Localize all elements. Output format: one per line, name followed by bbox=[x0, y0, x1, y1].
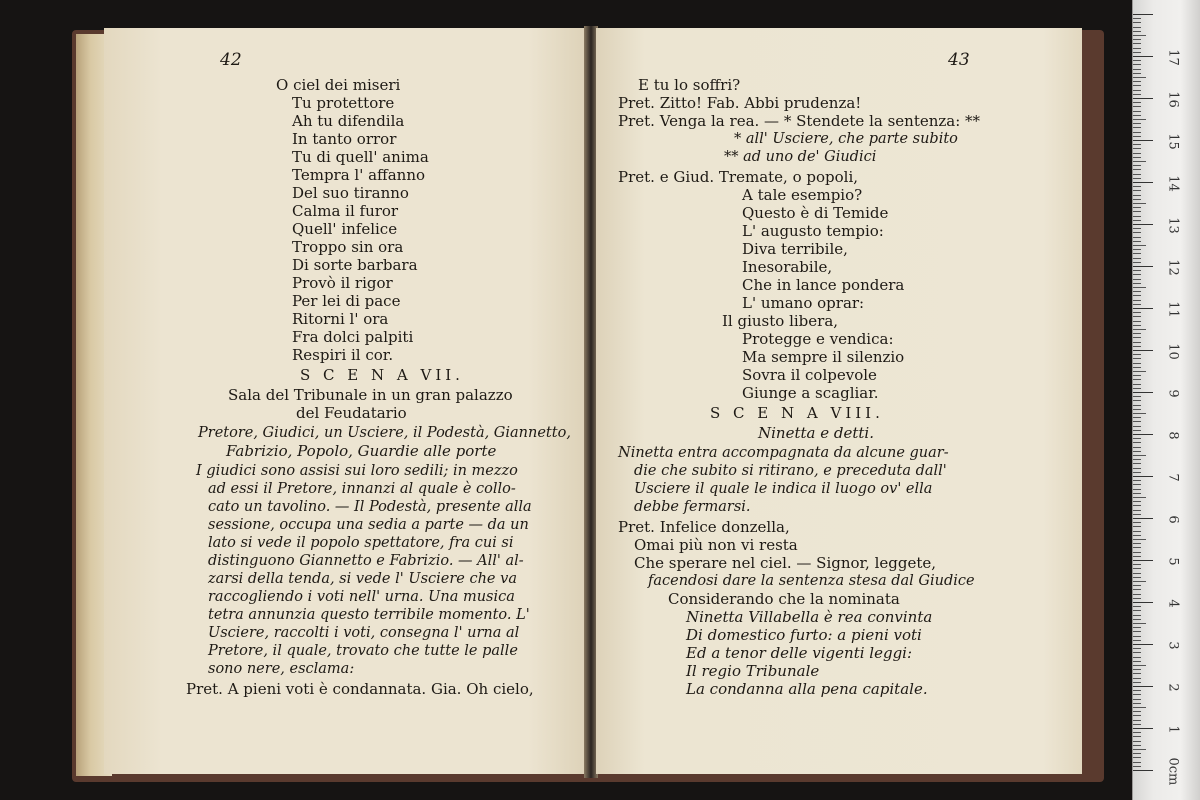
ruler-tick bbox=[1133, 216, 1141, 217]
right-page bbox=[596, 28, 1082, 774]
verse-line: Troppo sin ora bbox=[292, 238, 404, 256]
ruler-tick bbox=[1133, 594, 1141, 595]
ruler-tick bbox=[1133, 753, 1141, 754]
stage-direction: debbe fermarsi. bbox=[634, 499, 751, 515]
ruler-tick bbox=[1133, 573, 1141, 574]
ruler-tick bbox=[1133, 396, 1141, 397]
ruler-tick bbox=[1133, 766, 1141, 767]
verse-line: L' umano oprar: bbox=[742, 294, 865, 312]
verse-line: Quell' infelice bbox=[292, 220, 398, 238]
verse-line: Che in lance pondera bbox=[742, 276, 905, 294]
ruler-tick bbox=[1133, 127, 1141, 128]
ruler-tick bbox=[1133, 581, 1146, 582]
ruler-tick bbox=[1133, 39, 1141, 40]
ruler-tick bbox=[1133, 426, 1141, 427]
ruler-tick bbox=[1133, 451, 1141, 452]
ruler-tick bbox=[1133, 631, 1141, 632]
ruler-tick bbox=[1133, 64, 1141, 65]
ruler-tick bbox=[1133, 56, 1153, 57]
ruler-tick bbox=[1133, 81, 1141, 82]
scene-heading: S C E N A VIII. bbox=[710, 404, 884, 422]
ruler-tick bbox=[1133, 249, 1141, 250]
stage-direction: Ninetta entra accompagnata da alcune guar- bbox=[618, 445, 949, 461]
sentence-line: La condanna alla pena capitale. bbox=[686, 680, 928, 698]
measuring-ruler bbox=[1132, 0, 1200, 800]
verse-line: Ma sempre il silenzio bbox=[742, 348, 905, 366]
ruler-tick bbox=[1133, 325, 1141, 326]
ruler-tick bbox=[1133, 665, 1146, 666]
ruler-tick bbox=[1133, 321, 1141, 322]
dialogue-line: E tu lo soffri? bbox=[638, 76, 741, 94]
ruler-number: 2 bbox=[1165, 683, 1181, 692]
ruler-number: 17 bbox=[1165, 49, 1181, 66]
ruler-tick bbox=[1133, 455, 1146, 456]
ruler-tick bbox=[1133, 493, 1141, 494]
ruler-number: 7 bbox=[1165, 473, 1181, 482]
ruler-tick bbox=[1133, 707, 1146, 708]
ruler-tick bbox=[1133, 367, 1141, 368]
ruler-tick bbox=[1133, 35, 1146, 36]
ruler-tick bbox=[1133, 316, 1141, 317]
ruler-tick bbox=[1133, 770, 1153, 771]
ruler-tick bbox=[1133, 333, 1141, 334]
ruler-tick bbox=[1133, 31, 1141, 32]
ruler-tick bbox=[1133, 199, 1141, 200]
ruler-tick bbox=[1133, 60, 1141, 61]
ruler-tick bbox=[1133, 270, 1141, 271]
ruler-label: 0cm bbox=[1165, 757, 1181, 786]
ruler-tick bbox=[1133, 379, 1141, 380]
ruler-tick bbox=[1133, 724, 1141, 725]
stage-direction: I giudici sono assisi sui loro sedili; in mezzo bbox=[196, 463, 518, 479]
cast-list: Ninetta e detti. bbox=[758, 424, 874, 442]
ruler-tick bbox=[1133, 304, 1141, 305]
ruler-tick bbox=[1133, 648, 1141, 649]
ruler-tick bbox=[1133, 153, 1141, 154]
stage-direction: raccogliendo i voti nell' urna. Una musica bbox=[208, 589, 515, 605]
ruler-tick bbox=[1133, 237, 1141, 238]
ruler-tick bbox=[1133, 442, 1141, 443]
ruler-tick bbox=[1133, 119, 1146, 120]
stage-direction: tetra annunzia questo terribile momento. L' bbox=[208, 607, 530, 623]
ruler-tick bbox=[1133, 589, 1141, 590]
ruler-tick bbox=[1133, 728, 1153, 729]
ruler-tick bbox=[1133, 295, 1141, 296]
ruler-tick bbox=[1133, 552, 1141, 553]
stage-direction: Usciere, raccolti i voti, consegna l' urna al bbox=[208, 625, 520, 641]
ruler-tick bbox=[1133, 287, 1146, 288]
ruler-tick bbox=[1133, 207, 1141, 208]
ruler-tick bbox=[1133, 577, 1141, 578]
ruler-tick bbox=[1133, 165, 1141, 166]
ruler-tick bbox=[1133, 262, 1141, 263]
page-number-right: 43 bbox=[948, 50, 970, 70]
ruler-tick bbox=[1133, 564, 1141, 565]
ruler-tick bbox=[1133, 384, 1141, 385]
ruler-tick bbox=[1133, 741, 1141, 742]
verse-line: Il giusto libera, bbox=[722, 312, 839, 330]
ruler-tick bbox=[1133, 518, 1153, 519]
ruler-tick bbox=[1133, 472, 1141, 473]
stage-direction: distinguono Giannetto e Fabrizio. — All' al- bbox=[208, 553, 524, 569]
ruler-tick bbox=[1133, 585, 1141, 586]
ruler-tick bbox=[1133, 253, 1141, 254]
ruler-tick bbox=[1133, 136, 1141, 137]
ruler-tick bbox=[1133, 111, 1141, 112]
ruler-tick bbox=[1133, 535, 1141, 536]
ruler-tick bbox=[1133, 85, 1141, 86]
ruler-tick bbox=[1133, 178, 1141, 179]
ruler-tick bbox=[1133, 22, 1141, 23]
stage-direction: ad essi il Pretore, innanzi al quale è collo- bbox=[208, 481, 516, 497]
ruler-tick bbox=[1133, 736, 1141, 737]
ruler-tick bbox=[1133, 43, 1141, 44]
ruler-tick bbox=[1133, 476, 1153, 477]
ruler-tick bbox=[1133, 94, 1141, 95]
verse-line: Tu protettore bbox=[292, 94, 395, 112]
ruler-tick bbox=[1133, 606, 1141, 607]
ruler-tick bbox=[1133, 547, 1141, 548]
stage-direction: Usciere il quale le indica il luogo ov' ella bbox=[634, 481, 933, 497]
ruler-tick bbox=[1133, 652, 1141, 653]
sentence-line: Considerando che la nominata bbox=[668, 590, 900, 608]
verse-line: Ah tu difendila bbox=[292, 112, 405, 130]
ruler-tick bbox=[1133, 501, 1141, 502]
stage-direction: zarsi della tenda, si vede l' Usciere che va bbox=[208, 571, 517, 587]
ruler-number: 3 bbox=[1165, 641, 1181, 650]
ruler-tick bbox=[1133, 489, 1141, 490]
stage-direction: sono nere, esclama: bbox=[208, 661, 355, 677]
sentence-line: Di domestico furto: a pieni voti bbox=[686, 626, 922, 644]
ruler-tick bbox=[1133, 417, 1141, 418]
ruler-tick bbox=[1133, 678, 1141, 679]
ruler-tick bbox=[1133, 375, 1141, 376]
ruler-tick bbox=[1133, 644, 1153, 645]
ruler-tick bbox=[1133, 745, 1141, 746]
ruler-tick bbox=[1133, 430, 1141, 431]
ruler-tick bbox=[1133, 169, 1141, 170]
ruler-tick bbox=[1133, 480, 1141, 481]
ruler-tick bbox=[1133, 274, 1141, 275]
ruler-tick bbox=[1133, 18, 1141, 19]
cast-list: Fabrizio, Popolo, Guardie alle porte bbox=[226, 442, 497, 460]
ruler-tick bbox=[1133, 690, 1141, 691]
ruler-tick bbox=[1133, 98, 1153, 99]
ruler-tick bbox=[1133, 556, 1141, 557]
verse-line: Diva terribile, bbox=[742, 240, 848, 258]
ruler-tick bbox=[1133, 245, 1146, 246]
verse-line: Del suo tiranno bbox=[292, 184, 409, 202]
ruler-tick bbox=[1133, 371, 1146, 372]
ruler-tick bbox=[1133, 157, 1141, 158]
ruler-tick bbox=[1133, 627, 1141, 628]
ruler-tick bbox=[1133, 539, 1146, 540]
ruler-tick bbox=[1133, 132, 1141, 133]
verse-line: Sovra il colpevole bbox=[742, 366, 877, 384]
setting-line: del Feudatario bbox=[296, 404, 407, 422]
ruler-tick bbox=[1133, 14, 1153, 15]
ruler-tick bbox=[1133, 636, 1141, 637]
ruler-tick bbox=[1133, 657, 1141, 658]
footnote-line: ** ad uno de' Giudici bbox=[724, 149, 877, 165]
stage-direction: die che subito si ritirano, e preceduta dall' bbox=[634, 463, 947, 479]
ruler-tick bbox=[1133, 144, 1141, 145]
left-page bbox=[104, 28, 586, 774]
ruler-tick bbox=[1133, 300, 1141, 301]
verse-line: Tu di quell' anima bbox=[292, 148, 429, 166]
ruler-tick bbox=[1133, 291, 1141, 292]
verse-line: Ritorni l' ora bbox=[292, 310, 389, 328]
cast-list: Pretore, Giudici, un Usciere, il Podestà, Giannetto, bbox=[198, 425, 571, 441]
ruler-tick bbox=[1133, 123, 1141, 124]
ruler-tick bbox=[1133, 308, 1153, 309]
ruler-number: 14 bbox=[1165, 175, 1181, 192]
ruler-number: 1 bbox=[1165, 725, 1181, 734]
verse-line: Fra dolci palpiti bbox=[292, 328, 414, 346]
verse-line: O ciel dei miseri bbox=[276, 76, 401, 94]
ruler-tick bbox=[1133, 174, 1141, 175]
ruler-tick bbox=[1133, 140, 1153, 141]
ruler-tick bbox=[1133, 69, 1141, 70]
ruler-number: 9 bbox=[1165, 389, 1181, 398]
ruler-tick bbox=[1133, 102, 1141, 103]
ruler-tick bbox=[1133, 661, 1141, 662]
verse-line: Calma il furor bbox=[292, 202, 399, 220]
ruler-number: 4 bbox=[1165, 599, 1181, 608]
ruler-tick bbox=[1133, 615, 1141, 616]
ruler-tick bbox=[1133, 77, 1146, 78]
ruler-tick bbox=[1133, 186, 1141, 187]
ruler-tick bbox=[1133, 220, 1141, 221]
ruler-tick bbox=[1133, 543, 1141, 544]
dialogue-line: Pret. Infelice donzella, bbox=[618, 518, 790, 536]
ruler-tick bbox=[1133, 358, 1141, 359]
ruler-tick bbox=[1133, 468, 1141, 469]
verse-line: In tanto orror bbox=[292, 130, 397, 148]
ruler-tick bbox=[1133, 602, 1153, 603]
verse-line: Protegge e vendica: bbox=[742, 330, 894, 348]
ruler-number: 16 bbox=[1165, 91, 1181, 108]
ruler-tick bbox=[1133, 190, 1141, 191]
ruler-number: 15 bbox=[1165, 133, 1181, 150]
ruler-tick bbox=[1133, 510, 1141, 511]
dialogue-line: Che sperare nel ciel. — Signor, leggete, bbox=[634, 554, 937, 572]
ruler-tick bbox=[1133, 241, 1141, 242]
verse-line: A tale esempio? bbox=[742, 186, 863, 204]
ruler-tick bbox=[1133, 459, 1141, 460]
ruler-tick bbox=[1133, 232, 1141, 233]
verse-line: Di sorte barbara bbox=[292, 256, 418, 274]
page-number-left: 42 bbox=[220, 50, 242, 70]
verse-line: L' augusto tempio: bbox=[742, 222, 884, 240]
ruler-tick bbox=[1133, 505, 1141, 506]
ruler-tick bbox=[1133, 405, 1141, 406]
ruler-tick bbox=[1133, 623, 1146, 624]
verse-line: Provò il rigor bbox=[292, 274, 393, 292]
scene-heading: S C E N A VII. bbox=[300, 366, 464, 384]
ruler-tick bbox=[1133, 48, 1141, 49]
ruler-tick bbox=[1133, 560, 1153, 561]
ruler-tick bbox=[1133, 161, 1146, 162]
ruler-tick bbox=[1133, 73, 1141, 74]
ruler-tick bbox=[1133, 203, 1146, 204]
sentence-line: Ninetta Villabella è rea convinta bbox=[686, 608, 933, 626]
ruler-tick bbox=[1133, 228, 1141, 229]
ruler-tick bbox=[1133, 258, 1141, 259]
ruler-tick bbox=[1133, 522, 1141, 523]
ruler-tick bbox=[1133, 312, 1141, 313]
setting-line: Sala del Tribunale in un gran palazzo bbox=[228, 386, 513, 404]
sentence-line: Il regio Tribunale bbox=[686, 662, 820, 680]
ruler-tick bbox=[1133, 669, 1141, 670]
ruler-tick bbox=[1133, 27, 1141, 28]
ruler-tick bbox=[1133, 337, 1141, 338]
dialogue-line: Pret. A pieni voti è condannata. Gia. Oh cielo, bbox=[186, 680, 534, 698]
ruler-tick bbox=[1133, 514, 1141, 515]
ruler-tick bbox=[1133, 720, 1141, 721]
dialogue-line: Pret. Zitto! Fab. Abbi prudenza! bbox=[618, 94, 862, 112]
ruler-tick bbox=[1133, 715, 1141, 716]
stage-direction: facendosi dare la sentenza stesa dal Giudice bbox=[648, 573, 975, 589]
ruler-number: 13 bbox=[1165, 217, 1181, 234]
ruler-tick bbox=[1133, 363, 1141, 364]
ruler-tick bbox=[1133, 106, 1141, 107]
ruler-tick bbox=[1133, 52, 1141, 53]
ruler-tick bbox=[1133, 568, 1141, 569]
ruler-tick bbox=[1133, 346, 1141, 347]
ruler-tick bbox=[1133, 266, 1153, 267]
dialogue-line: Pret. Venga la rea. — * Stendete la sentenza: ** bbox=[618, 112, 981, 130]
ruler-tick bbox=[1133, 619, 1141, 620]
ruler-tick bbox=[1133, 757, 1141, 758]
ruler-tick bbox=[1133, 434, 1153, 435]
verse-line: Giunge a scagliar. bbox=[742, 384, 879, 402]
ruler-tick bbox=[1133, 749, 1146, 750]
ruler-tick bbox=[1133, 531, 1141, 532]
ruler-tick bbox=[1133, 610, 1141, 611]
ruler-tick bbox=[1133, 463, 1141, 464]
ruler-tick bbox=[1133, 673, 1141, 674]
ruler-tick bbox=[1133, 400, 1141, 401]
verse-line: Per lei di pace bbox=[292, 292, 401, 310]
ruler-tick bbox=[1133, 694, 1141, 695]
footnote-line: * all' Usciere, che parte subito bbox=[734, 131, 958, 147]
stage-direction: Pretore, il quale, trovato che tutte le palle bbox=[208, 643, 518, 659]
verse-line: Tempra l' affanno bbox=[292, 166, 426, 184]
ruler-tick bbox=[1133, 699, 1141, 700]
ruler-tick bbox=[1133, 438, 1141, 439]
verse-line: Inesorabile, bbox=[742, 258, 833, 276]
ruler-tick bbox=[1133, 640, 1141, 641]
ruler-tick bbox=[1133, 421, 1141, 422]
ruler-tick bbox=[1133, 211, 1141, 212]
ruler-tick bbox=[1133, 686, 1153, 687]
dialogue-line: Pret. e Giud. Tremate, o popoli, bbox=[618, 168, 859, 186]
ruler-number: 12 bbox=[1165, 259, 1181, 276]
ruler-tick bbox=[1133, 711, 1141, 712]
ruler-tick bbox=[1133, 342, 1141, 343]
ruler-tick bbox=[1133, 388, 1141, 389]
ruler-tick bbox=[1133, 392, 1153, 393]
ruler-tick bbox=[1133, 354, 1141, 355]
stage-direction: sessione, occupa una sedia a parte — da un bbox=[208, 517, 529, 533]
ruler-tick bbox=[1133, 682, 1141, 683]
stage-direction: lato si vede il popolo spettatore, fra cui si bbox=[208, 535, 514, 551]
ruler-tick bbox=[1133, 224, 1153, 225]
ruler-tick bbox=[1133, 329, 1146, 330]
ruler-tick bbox=[1133, 598, 1141, 599]
ruler-tick bbox=[1133, 279, 1141, 280]
ruler-number: 11 bbox=[1165, 301, 1181, 318]
ruler-tick bbox=[1133, 148, 1141, 149]
ruler-tick bbox=[1133, 115, 1141, 116]
ruler-tick bbox=[1133, 497, 1146, 498]
ruler-tick bbox=[1133, 703, 1141, 704]
verse-line: Respiri il cor. bbox=[292, 346, 394, 364]
sentence-line: Ed a tenor delle vigenti leggi: bbox=[686, 644, 913, 662]
ruler-tick bbox=[1133, 732, 1141, 733]
stage-direction: cato un tavolino. — Il Podestà, presente alla bbox=[208, 499, 532, 515]
ruler-tick bbox=[1133, 762, 1141, 763]
ruler-tick bbox=[1133, 409, 1141, 410]
ruler-tick bbox=[1133, 195, 1141, 196]
ruler-tick bbox=[1133, 90, 1141, 91]
ruler-tick bbox=[1133, 484, 1141, 485]
verse-line: Questo è di Temide bbox=[742, 204, 889, 222]
ruler-tick bbox=[1133, 447, 1141, 448]
ruler-tick bbox=[1133, 413, 1146, 414]
ruler-tick bbox=[1133, 182, 1153, 183]
ruler-number: 5 bbox=[1165, 557, 1181, 566]
ruler-tick bbox=[1133, 283, 1141, 284]
dialogue-line: Omai più non vi resta bbox=[634, 536, 798, 554]
ruler-tick bbox=[1133, 350, 1153, 351]
ruler-tick bbox=[1133, 526, 1141, 527]
ruler-number: 6 bbox=[1165, 515, 1181, 524]
ruler-number: 10 bbox=[1165, 343, 1181, 360]
ruler-number: 8 bbox=[1165, 431, 1181, 440]
